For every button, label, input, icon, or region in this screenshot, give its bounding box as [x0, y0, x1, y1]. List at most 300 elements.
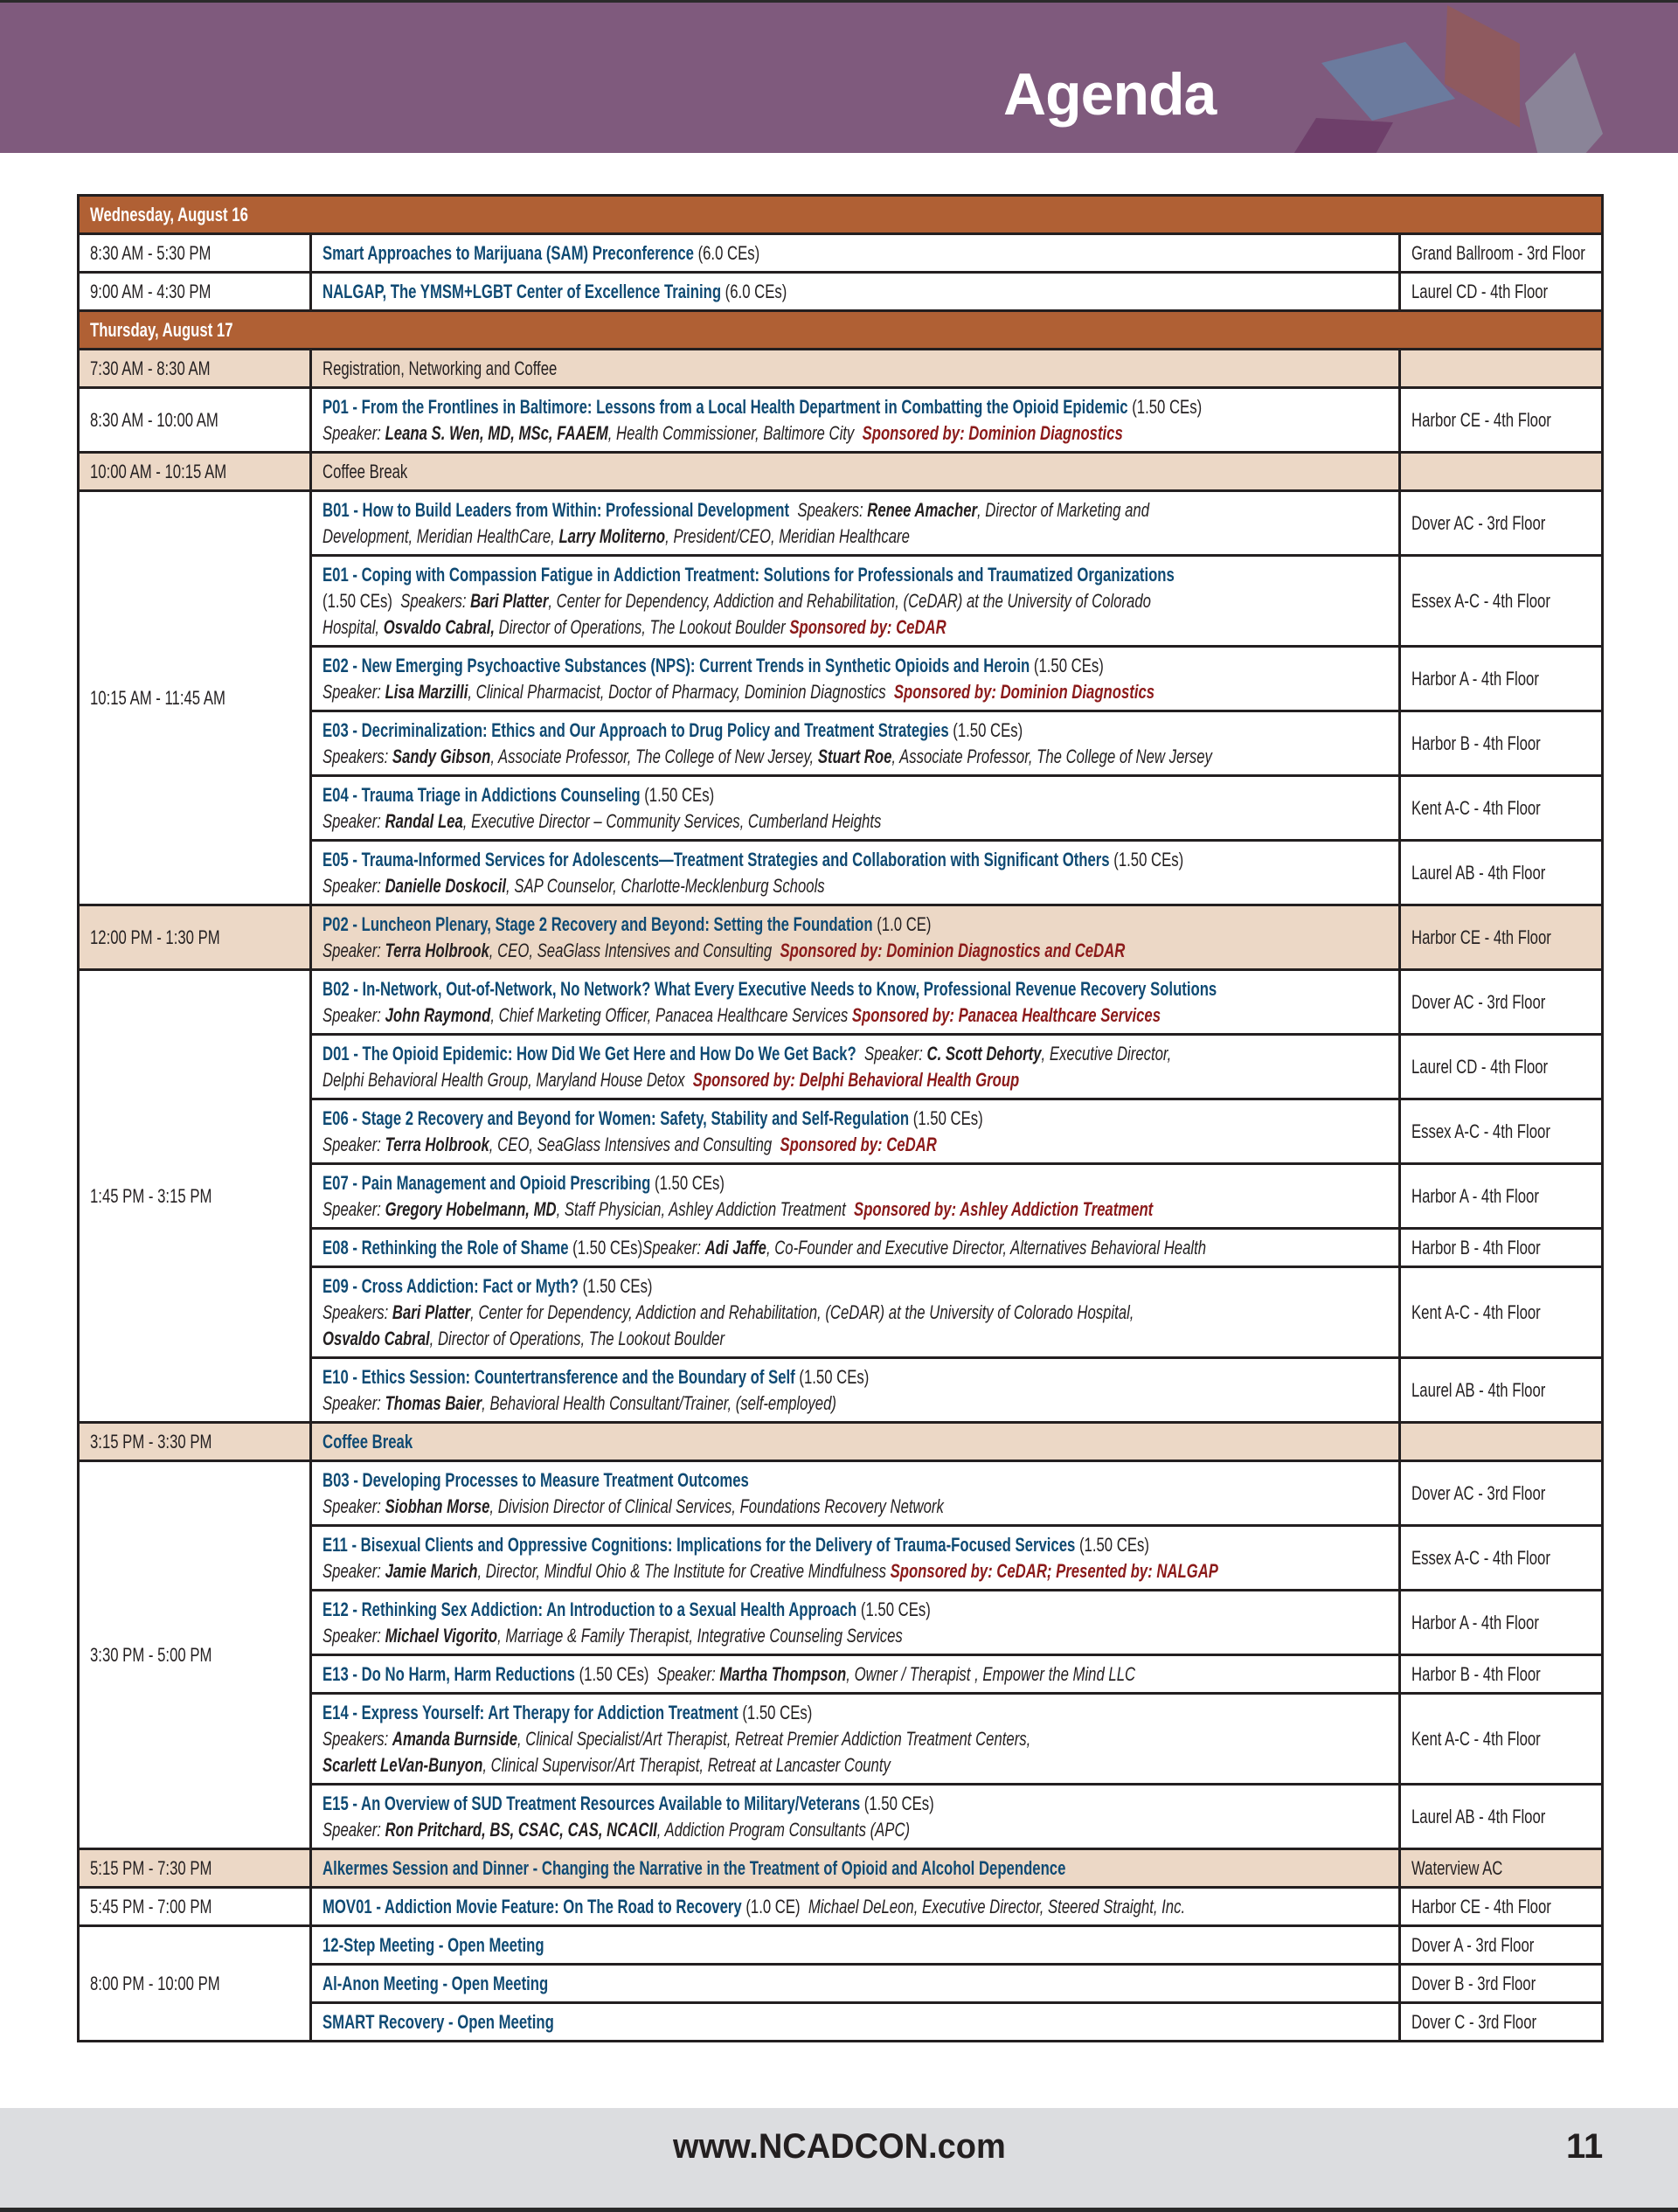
room-label: Dover B - 3rd Floor	[1411, 1973, 1536, 1994]
session-line	[322, 1429, 1385, 1455]
time-slot: 8:30 AM - 5:30 PM	[90, 242, 211, 264]
page-header	[0, 3, 1678, 153]
session-cell	[311, 1655, 1400, 1694]
room-cell	[1400, 1229, 1603, 1267]
speaker-name: Sandy Gibson	[392, 745, 491, 767]
session-text: (1.50 CEs)	[574, 1663, 657, 1685]
time-cell	[79, 491, 311, 905]
session-text: (1.0 CE)	[872, 913, 932, 935]
session-cell	[311, 1099, 1400, 1164]
speaker-name: Osvaldo Cabral,	[383, 616, 496, 638]
speaker-info: , Executive Director,	[1041, 1043, 1172, 1064]
speaker-info: Speaker:	[322, 1625, 385, 1647]
speaker-name: Terra Holbrook	[385, 1134, 489, 1155]
session-line	[322, 1532, 1385, 1558]
room-cell	[1400, 776, 1603, 841]
session-row	[79, 1423, 1603, 1461]
session-text: (1.50 CEs)	[794, 1366, 870, 1388]
speaker-info: Speaker:	[322, 1392, 385, 1414]
page-number: 11	[1566, 2127, 1604, 2166]
room-label	[1411, 459, 1591, 485]
room-label: Kent A-C - 4th Floor	[1411, 1728, 1541, 1750]
session-title[interactable]: E13 - Do No Harm, Harm Reductions	[322, 1663, 575, 1685]
session-title[interactable]: P01 - From the Frontlines in Baltimore: Lessons from a Local Health Department in Combatting the Opioid Epidemic	[322, 396, 1128, 418]
speaker-info: , Director of Marketing and	[977, 499, 1150, 521]
bottom-rule	[0, 2208, 1678, 2212]
session-row	[79, 388, 1603, 453]
session-text: (1.0 CE)	[741, 1896, 808, 1917]
session-title[interactable]: E03 - Decriminalization: Ethics and Our Approach to Drug Policy and Treatment Strategies	[322, 719, 949, 741]
room-cell	[1400, 388, 1603, 453]
session-cell	[311, 1164, 1400, 1229]
session-cell	[311, 1694, 1400, 1785]
speaker-info: Speaker:	[322, 1560, 385, 1582]
room-cell	[1400, 1785, 1603, 1849]
speaker-info: Michael DeLeon, Executive Director, Steered Straight, Inc.	[808, 1896, 1186, 1917]
session-cell	[311, 2003, 1400, 2042]
session-text: (1.50 CEs)	[640, 784, 715, 806]
speaker-info: Speakers:	[322, 745, 392, 767]
time-slot: 10:15 AM - 11:45 AM	[90, 687, 225, 709]
speaker-name: Michael Vigorito	[385, 1625, 498, 1647]
speaker-name: Danielle Doskocil	[385, 875, 507, 897]
room-label	[1411, 1429, 1591, 1455]
session-cell	[311, 1926, 1400, 1965]
day-header-cell	[79, 311, 1603, 350]
session-line	[322, 1467, 1385, 1494]
session-text: (1.50 CEs)	[578, 1275, 653, 1297]
session-cell	[311, 1229, 1400, 1267]
session-line	[322, 912, 1385, 938]
room-cell	[1400, 1461, 1603, 1526]
session-line	[322, 679, 1385, 705]
room-label: Harbor A - 4th Floor	[1411, 668, 1539, 690]
room-label: Dover C - 3rd Floor	[1411, 2011, 1537, 2033]
session-title[interactable]: E07 - Pain Management and Opioid Prescribing	[322, 1172, 651, 1194]
session-text: Registration, Networking and Coffee	[322, 357, 558, 379]
session-title[interactable]: D01 - The Opioid Epidemic: How Did We Get Here and How Do We Get Back?	[322, 1043, 856, 1064]
session-cell	[311, 556, 1400, 647]
day-label: Wednesday, August 16	[90, 204, 248, 225]
session-cell	[311, 905, 1400, 970]
sponsor-text: Sponsored by: CeDAR	[789, 616, 946, 638]
time-cell	[79, 1888, 311, 1926]
session-line	[322, 1106, 1385, 1132]
speaker-info: Speaker:	[322, 681, 385, 703]
session-line	[322, 1326, 1385, 1352]
speaker-info: , SAP Counselor, Charlotte-Mecklenburg Schools	[506, 875, 825, 897]
session-cell	[311, 388, 1400, 453]
session-cell	[311, 491, 1400, 556]
room-label: Waterview AC	[1411, 1857, 1503, 1879]
session-cell	[311, 234, 1400, 273]
session-text: (1.50 CEs)	[856, 1598, 931, 1620]
room-label: Dover AC - 3rd Floor	[1411, 991, 1546, 1013]
session-text: (1.50 CEs)	[909, 1107, 983, 1129]
session-line	[322, 1932, 1385, 1959]
speaker-info: , Clinical Pharmacist, Doctor of Pharmacy, Dominion Diagnostics	[468, 681, 894, 703]
speaker-name: Adi Jaffe	[704, 1237, 766, 1259]
session-line	[322, 240, 1385, 267]
speaker-name: Bari Platter	[392, 1301, 471, 1323]
speaker-info: , Director of Operations, The Lookout Boulder	[429, 1328, 725, 1349]
session-row	[79, 453, 1603, 491]
room-label: Laurel AB - 4th Floor	[1411, 862, 1546, 884]
session-title[interactable]: Al-Anon Meeting - Open Meeting	[322, 1973, 549, 1994]
session-line	[322, 1661, 1385, 1688]
room-cell	[1400, 1035, 1603, 1099]
session-line	[322, 976, 1385, 1002]
room-cell	[1400, 1926, 1603, 1965]
speaker-info: Hospital,	[322, 616, 384, 638]
session-text: (1.50 CEs)	[568, 1237, 643, 1259]
speaker-name: Terra Holbrook	[385, 940, 489, 961]
time-cell	[79, 388, 311, 453]
session-title[interactable]: E05 - Trauma-Informed Services for Adolescents—Treatment Strategies and Collaboration with Significant Others	[322, 849, 1110, 870]
session-title[interactable]: Coffee Break	[322, 1431, 413, 1453]
session-line	[322, 524, 1385, 550]
room-label: Harbor CE - 4th Floor	[1411, 1896, 1551, 1917]
session-line	[322, 1067, 1385, 1093]
room-label: Harbor A - 4th Floor	[1411, 1612, 1539, 1633]
session-title[interactable]: E09 - Cross Addiction: Fact or Myth?	[322, 1275, 579, 1297]
speaker-info: Speaker:	[322, 810, 385, 832]
footer-url-text[interactable]: www.NCADCON.com	[672, 2127, 1006, 2166]
session-row	[79, 234, 1603, 273]
sponsor-text: Sponsored by: Dominion Diagnostics	[893, 681, 1155, 703]
room-label: Dover A - 3rd Floor	[1411, 1934, 1535, 1956]
session-row	[79, 1888, 1603, 1926]
session-cell	[311, 1591, 1400, 1655]
session-cell	[311, 1785, 1400, 1849]
room-label: Laurel AB - 4th Floor	[1411, 1379, 1546, 1401]
session-row	[79, 491, 1603, 556]
session-title[interactable]: Alkermes Session and Dinner - Changing the Narrative in the Treatment of Opioid and Alcohol Dependence	[322, 1857, 1066, 1879]
footer-url[interactable]	[0, 2127, 1678, 2167]
session-cell	[311, 1035, 1400, 1099]
sponsor-text: Sponsored by: CeDAR	[780, 1134, 937, 1155]
page-title: Agenda	[1003, 61, 1217, 128]
speaker-name: Lisa Marzilli	[385, 681, 468, 703]
room-cell	[1400, 841, 1603, 905]
time-cell	[79, 905, 311, 970]
speaker-name: Scarlett LeVan-Bunyon	[322, 1754, 483, 1776]
room-label: Harbor B - 4th Floor	[1411, 1663, 1541, 1685]
room-label: Laurel CD - 4th Floor	[1411, 281, 1549, 302]
time-cell	[79, 234, 311, 273]
session-line	[322, 614, 1385, 641]
session-line	[322, 847, 1385, 873]
speaker-info: Speaker:	[322, 1134, 385, 1155]
speaker-name: Martha Thompson	[719, 1663, 847, 1685]
speaker-name: Jamie Marich	[385, 1560, 478, 1582]
session-cell	[311, 711, 1400, 776]
room-cell	[1400, 1591, 1603, 1655]
speaker-info: Speaker:	[856, 1043, 927, 1064]
session-title[interactable]: E14 - Express Yourself: Art Therapy for Addiction Treatment	[322, 1702, 738, 1723]
room-cell	[1400, 2003, 1603, 2042]
time-cell	[79, 350, 311, 388]
session-title[interactable]: Smart Approaches to Marijuana (SAM) Preconference	[322, 242, 694, 264]
room-cell	[1400, 491, 1603, 556]
room-cell	[1400, 234, 1603, 273]
session-title[interactable]: E01 - Coping with Compassion Fatigue in Addiction Treatment: Solutions for Professionals and Traumatized Organizations	[322, 564, 1175, 586]
session-line	[322, 718, 1385, 744]
speaker-info: , Associate Professor, The College of New Jersey,	[490, 745, 818, 767]
session-title[interactable]: P02 - Luncheon Plenary, Stage 2 Recovery and Beyond: Setting the Foundation	[322, 913, 873, 935]
session-line	[322, 1494, 1385, 1520]
session-line	[322, 1390, 1385, 1417]
session-text: (1.50 CEs)	[650, 1172, 725, 1194]
speaker-info: , CEO, SeaGlass Intensives and Consulting	[489, 1134, 780, 1155]
session-text: (6.0 CEs)	[693, 242, 760, 264]
session-title[interactable]: 12-Step Meeting - Open Meeting	[322, 1934, 544, 1956]
room-label: Essex A-C - 4th Floor	[1411, 1547, 1550, 1569]
session-text: (1.50 CEs)	[948, 719, 1023, 741]
speaker-name: C. Scott Dehorty	[926, 1043, 1042, 1064]
session-line	[322, 1041, 1385, 1067]
session-title[interactable]: E11 - Bisexual Clients and Oppressive Cognitions: Implications for the Delivery of Trauma-Focused Services	[322, 1534, 1076, 1556]
session-title[interactable]: B03 - Developing Processes to Measure Treatment Outcomes	[322, 1469, 749, 1491]
speaker-info: , Marriage & Family Therapist, Integrative Counseling Services	[497, 1625, 903, 1647]
speaker-name: Larry Moliterno	[558, 525, 666, 547]
speaker-info: , Executive Director – Community Services, Cumberland Heights	[462, 810, 882, 832]
room-cell	[1400, 970, 1603, 1035]
speaker-info: , Clinical Supervisor/Art Therapist, Retreat at Lancaster County	[482, 1754, 891, 1776]
session-row	[79, 1926, 1603, 1965]
sponsor-text: Sponsored by: Panacea Healthcare Services	[851, 1004, 1161, 1026]
session-line	[322, 1623, 1385, 1649]
time-cell	[79, 453, 311, 491]
session-line	[322, 1196, 1385, 1223]
session-title[interactable]: NALGAP, The YMSM+LGBT Center of Excellence Training	[322, 281, 722, 302]
speaker-info: Director of Operations, The Lookout Boulder	[495, 616, 790, 638]
time-slot: 3:30 PM - 5:00 PM	[90, 1644, 212, 1666]
session-cell	[311, 1888, 1400, 1926]
speaker-name: Stuart Roe	[817, 745, 892, 767]
session-line	[322, 1235, 1385, 1261]
session-line	[322, 2009, 1385, 2035]
speaker-info: Speaker:	[322, 422, 385, 444]
session-text: Coffee Break	[322, 461, 408, 482]
time-slot: 7:30 AM - 8:30 AM	[90, 357, 211, 379]
speaker-info: , Associate Professor, The College of New Jersey	[891, 745, 1212, 767]
session-line	[322, 1752, 1385, 1779]
session-line	[322, 1002, 1385, 1029]
speaker-info: Speakers:	[322, 1728, 392, 1750]
speaker-info: , Center for Dependency, Addiction and Rehabilitation, (CeDAR) at the University of Colorado Hospital,	[470, 1301, 1134, 1323]
time-cell	[79, 273, 311, 311]
sponsor-text: Sponsored by: Delphi Behavioral Health Group	[692, 1069, 1020, 1091]
session-title[interactable]: SMART Recovery - Open Meeting	[322, 2011, 554, 2033]
speaker-info: , Health Commissioner, Baltimore City	[607, 422, 863, 444]
speaker-info: Speakers:	[400, 590, 471, 612]
session-title[interactable]: B02 - In-Network, Out-of-Network, No Network? What Every Executive Needs to Know, Professional Revenue Recovery Solutions	[322, 978, 1217, 1000]
room-label	[1411, 356, 1591, 382]
speaker-info: , Behavioral Health Consultant/Trainer, (self-employed)	[482, 1392, 836, 1414]
speaker-info: Speakers:	[789, 499, 868, 521]
session-title[interactable]: E10 - Ethics Session: Countertransference and the Boundary of Self	[322, 1366, 795, 1388]
room-label: Essex A-C - 4th Floor	[1411, 1120, 1550, 1142]
speaker-info: , Owner / Therapist , Empower the Mind LLC	[846, 1663, 1136, 1685]
session-title[interactable]: E12 - Rethinking Sex Addiction: An Introduction to a Sexual Health Approach	[322, 1598, 857, 1620]
session-title[interactable]: B01 - How to Build Leaders from Within: Professional Development	[322, 499, 790, 521]
session-line	[322, 782, 1385, 808]
speaker-info: Speakers:	[322, 1301, 392, 1323]
room-label: Harbor A - 4th Floor	[1411, 1185, 1539, 1207]
session-line	[322, 744, 1385, 770]
session-line	[322, 562, 1385, 588]
session-line	[322, 1855, 1385, 1882]
speaker-name: Bari Platter	[470, 590, 549, 612]
speaker-name: Siobhan Morse	[385, 1495, 490, 1517]
session-line	[322, 394, 1385, 420]
speaker-name: Thomas Baier	[385, 1392, 482, 1414]
time-slot: 12:00 PM - 1:30 PM	[90, 926, 220, 948]
room-label: Laurel AB - 4th Floor	[1411, 1806, 1546, 1827]
room-cell	[1400, 711, 1603, 776]
session-cell	[311, 647, 1400, 711]
session-text: (6.0 CEs)	[721, 281, 787, 302]
room-label: Grand Ballroom - 3rd Floor	[1411, 242, 1585, 264]
session-row	[79, 1849, 1603, 1888]
session-row	[79, 1461, 1603, 1526]
session-cell	[311, 1423, 1400, 1461]
room-cell	[1400, 905, 1603, 970]
session-line	[322, 588, 1385, 614]
session-cell	[311, 970, 1400, 1035]
room-cell	[1400, 1888, 1603, 1926]
day-label: Thursday, August 17	[90, 319, 233, 341]
session-title[interactable]: E08 - Rethinking the Role of Shame	[322, 1237, 569, 1259]
session-line	[322, 459, 1385, 485]
session-cell	[311, 1267, 1400, 1358]
session-cell	[311, 1849, 1400, 1888]
room-cell	[1400, 1526, 1603, 1591]
session-line	[322, 279, 1385, 305]
speaker-info: , Staff Physician, Ashley Addiction Treatment	[556, 1198, 855, 1220]
session-title[interactable]: E02 - New Emerging Psychoactive Substances (NPS): Current Trends in Synthetic Opioids and Heroin	[322, 655, 1030, 676]
agenda-table	[77, 194, 1604, 2042]
room-label: Laurel CD - 4th Floor	[1411, 1056, 1549, 1078]
session-line	[322, 808, 1385, 835]
session-title[interactable]: E06 - Stage 2 Recovery and Beyond for Women: Safety, Stability and Self-Regulation	[322, 1107, 910, 1129]
session-text: (1.50 CEs)	[322, 590, 401, 612]
speaker-info: , Division Director of Clinical Services, Foundations Recovery Network	[489, 1495, 944, 1517]
time-cell	[79, 1461, 311, 1849]
session-title[interactable]: E04 - Trauma Triage in Addictions Counseling	[322, 784, 641, 806]
session-line	[322, 1132, 1385, 1158]
session-row	[79, 273, 1603, 311]
session-line	[322, 873, 1385, 899]
session-cell	[311, 841, 1400, 905]
session-line	[322, 1597, 1385, 1623]
room-cell	[1400, 1358, 1603, 1423]
session-cell	[311, 1526, 1400, 1591]
sponsor-text: Sponsored by: CeDAR; Presented by: NALGAP	[890, 1560, 1218, 1582]
time-slot: 8:00 PM - 10:00 PM	[90, 1973, 220, 1994]
session-cell	[311, 1358, 1400, 1423]
session-text: (1.50 CEs)	[738, 1702, 813, 1723]
room-cell	[1400, 1099, 1603, 1164]
speaker-name: Osvaldo Cabral	[322, 1328, 430, 1349]
speaker-info: , Addiction Program Consultants (APC)	[656, 1819, 911, 1841]
room-cell	[1400, 647, 1603, 711]
room-cell	[1400, 1965, 1603, 2003]
session-line	[322, 1726, 1385, 1752]
session-cell	[311, 453, 1400, 491]
session-row	[79, 350, 1603, 388]
session-cell	[311, 1461, 1400, 1526]
session-line	[322, 1817, 1385, 1843]
room-label: Dover AC - 3rd Floor	[1411, 512, 1546, 534]
room-cell	[1400, 1849, 1603, 1888]
time-cell	[79, 1849, 311, 1888]
session-line	[322, 356, 1385, 382]
session-cell	[311, 776, 1400, 841]
time-slot: 8:30 AM - 10:00 AM	[90, 409, 218, 431]
speaker-info: , Chief Marketing Officer, Panacea Healthcare Services	[490, 1004, 852, 1026]
room-cell	[1400, 1267, 1603, 1358]
room-cell	[1400, 1423, 1603, 1461]
room-cell	[1400, 273, 1603, 311]
time-slot: 5:45 PM - 7:00 PM	[90, 1896, 212, 1917]
speaker-info: Development, Meridian HealthCare,	[322, 525, 559, 547]
session-row	[79, 905, 1603, 970]
room-cell	[1400, 1655, 1603, 1694]
speaker-name: Amanda Burnside	[392, 1728, 518, 1750]
speaker-info: Speaker:	[322, 1198, 385, 1220]
speaker-info: , Co-Founder and Executive Director, Alternatives Behavioral Health	[766, 1237, 1207, 1259]
sponsor-text: Sponsored by: Dominion Diagnostics and CeDAR	[780, 940, 1126, 961]
time-slot: 10:00 AM - 10:15 AM	[90, 461, 227, 482]
sponsor-text: Sponsored by: Ashley Addiction Treatment	[854, 1198, 1154, 1220]
session-line	[322, 1700, 1385, 1726]
room-label: Harbor B - 4th Floor	[1411, 1237, 1541, 1259]
speaker-name: Randal Lea	[385, 810, 463, 832]
session-title[interactable]: MOV01 - Addiction Movie Feature: On The Road to Recovery	[322, 1896, 742, 1917]
speaker-info: Speaker:	[322, 1495, 385, 1517]
time-slot: 1:45 PM - 3:15 PM	[90, 1185, 212, 1207]
room-label: Dover AC - 3rd Floor	[1411, 1482, 1546, 1504]
decorative-shapes-icon	[0, 3, 1678, 153]
session-line	[322, 1170, 1385, 1196]
sponsor-text: Sponsored by: Dominion Diagnostics	[862, 422, 1123, 444]
time-slot: 3:15 PM - 3:30 PM	[90, 1431, 212, 1453]
speaker-info: , Director, Mindful Ohio & The Institute for Creative Mindfulness	[477, 1560, 891, 1582]
speaker-info: , Center for Dependency, Addiction and Rehabilitation, (CeDAR) at the University of Colorado	[548, 590, 1151, 612]
session-title[interactable]: E15 - An Overview of SUD Treatment Resources Available to Military/Veterans	[322, 1792, 861, 1814]
speaker-name: Renee Amacher	[867, 499, 978, 521]
room-label: Harbor CE - 4th Floor	[1411, 926, 1551, 948]
speaker-info: Delphi Behavioral Health Group, Maryland House Detox	[322, 1069, 693, 1091]
room-cell	[1400, 1694, 1603, 1785]
session-line	[322, 1558, 1385, 1584]
session-line	[322, 1300, 1385, 1326]
day-header-cell	[79, 196, 1603, 234]
session-line	[322, 497, 1385, 524]
room-cell	[1400, 1164, 1603, 1229]
session-line	[322, 653, 1385, 679]
speaker-info: , CEO, SeaGlass Intensives and Consulting	[489, 940, 780, 961]
room-cell	[1400, 556, 1603, 647]
time-cell	[79, 1423, 311, 1461]
time-slot: 5:15 PM - 7:30 PM	[90, 1857, 212, 1879]
room-label: Kent A-C - 4th Floor	[1411, 1301, 1541, 1323]
room-cell	[1400, 350, 1603, 388]
room-label: Essex A-C - 4th Floor	[1411, 590, 1550, 612]
speaker-info: , Clinical Specialist/Art Therapist, Retreat Premier Addiction Treatment Centers,	[517, 1728, 1031, 1750]
